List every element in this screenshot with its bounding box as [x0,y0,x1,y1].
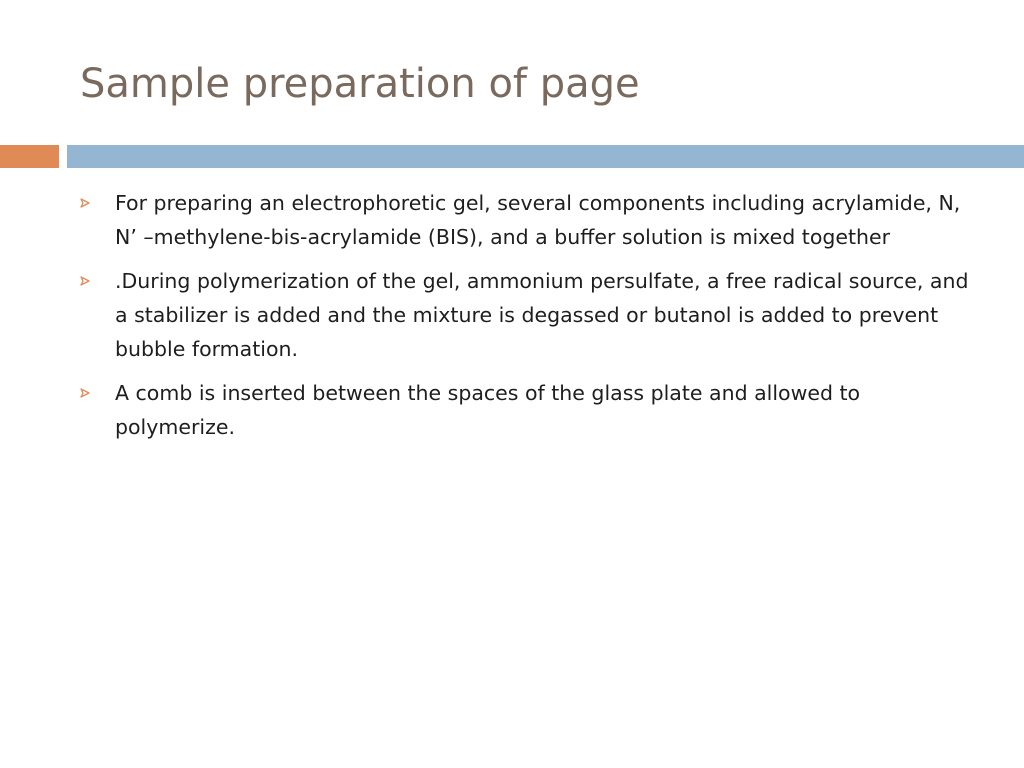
bullet-item [80,376,980,444]
bullet-text: For preparing an electrophoretic gel, several components including acrylamide, N, N’ –methylene-bis-acrylamide (BIS), and a buffer solution is mixed together [115,191,961,249]
accent-bar-blue [67,145,1024,168]
slide-title: Sample preparation of page [80,61,640,107]
accent-bar-orange [0,145,59,168]
arrowhead-icon [80,198,90,208]
arrowhead-icon [80,276,90,286]
bullet-item [80,264,980,366]
bullet-list [80,186,980,454]
bullet-item [80,186,980,254]
bullet-text: A comb is inserted between the spaces of the glass plate and allowed to polymerize. [115,381,861,439]
bullet-text: .During polymerization of the gel, ammonium persulfate, a free radical source, and a stabilizer is added and the mixture is degassed or butanol is added to prevent bubble formation. [115,269,969,361]
arrowhead-icon [80,388,90,398]
